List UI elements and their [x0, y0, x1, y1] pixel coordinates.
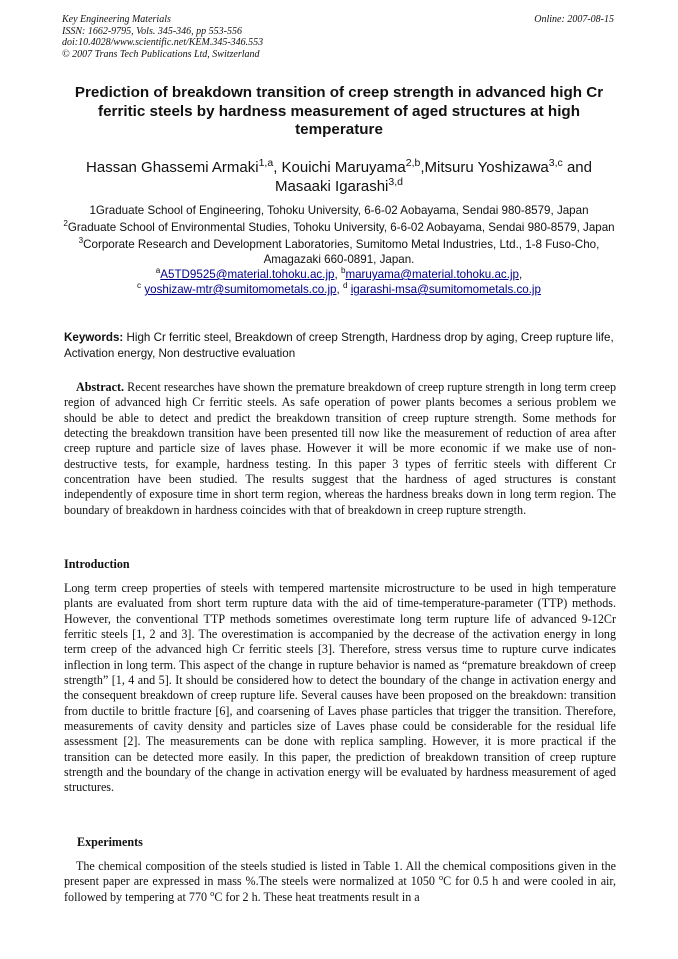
email-link-b[interactable]: maruyama@material.tohoku.ac.jp	[345, 268, 519, 281]
email-line-1: $^a$A5TD9525@material.tohoku.ac.jp, $^b$maruyama@material.tohoku.ac.jp,	[155, 266, 523, 281]
paper-title: Prediction of breakdown transition of creep strength in advanced high Cr ferritic steels by hardness measurement of aged structures at high temperature	[74, 84, 604, 138]
affiliation-superscript: 2	[63, 219, 68, 229]
issn-line: ISSN: 1662-9795, Vols. 345-346, pp 553-556	[62, 25, 242, 37]
author-superscript: 3,d	[388, 176, 403, 188]
email-link-a[interactable]: A5TD9525@material.tohoku.ac.jp	[160, 268, 335, 281]
experiments-text	[64, 859, 616, 905]
abstract-text: Recent researches have shown the premature breakdown of creep rupture strength in long term creep region of advanced high Cr ferritic steels. As safe operation of power plants becomes a serious problem we should be able to detect and predict the breakdown transition of creep rupture strength. Some methods for detecting the breakdown transition have been presented till now like the measurement of reduction of area after creep rupture and particle size of laves phase. However it will be more economic if we make use of non-destructive tests, for example, hardness testing. In this paper 3 types of ferritic steels with different Cr concentration have been studied. The results suggest that the hardness of aged structures is constant independently of exposure time in short term region, whereas the hardness breaks down in long term region. The boundary of breakdown in hardness coincides with that of breakdown in creep rupture strength.	[64, 380, 617, 517]
affiliation-text: Corporate Research and Development Laboratories, Sumitomo Metal Industries, Ltd., 1-8 Fuso-Cho, Amagazaki 660-0891, Japan.	[83, 238, 600, 266]
journal-name: Key Engineering Materials	[62, 14, 171, 25]
affiliation-text: Graduate School of Environmental Studies, Tohoku University, 6-6-02 Aobayama, Sendai 980-8579, Japan	[67, 221, 615, 234]
keywords-label: Keywords:	[64, 331, 124, 344]
degree-superscript: o	[438, 872, 444, 883]
author-superscript: 1,a	[258, 157, 274, 169]
introduction-heading: Introduction	[64, 557, 130, 571]
author-name: Masaaki Igarashi	[275, 178, 389, 195]
affiliation-superscript: 3	[78, 236, 84, 246]
experiments-text-part: The chemical composition of the steels studied is listed in Table 1. All the chemical compositions given in the present paper are expressed in mass %.The steels were normalized at 1050	[64, 859, 616, 889]
email-superscript: b	[340, 266, 346, 276]
online-date: Online: 2007-08-15	[534, 14, 614, 25]
email-link-d[interactable]: igarashi-msa@sumitomometals.co.jp	[350, 283, 541, 296]
experiments-text-part: C for 2 h. These heat treatments result in a	[214, 889, 420, 904]
affiliation-1: 1Graduate School of Engineering, Tohoku University, 6-6-02 Aobayama, Sendai 980-8579, Japan	[89, 204, 589, 217]
experiments-text-part: C for 0.5 h and were cooled in air, followed by tempering at 770	[64, 874, 616, 904]
affiliations	[62, 203, 616, 297]
email-line-2: $^c$ yoshizaw-mtr@sumitomometals.co.jp, $^d$ igarashi-msa@sumitomometals.co.jp	[137, 281, 541, 296]
author-conjunction: and	[562, 159, 592, 176]
affiliation-3	[62, 237, 616, 267]
keywords-text: High Cr ferritic steel, Breakdown of creep Strength, Hardness drop by aging, Creep rupture life, Activation energy, Non destructive evaluation	[64, 331, 614, 360]
keywords-block	[64, 330, 616, 361]
experiments-heading: Experiments	[77, 835, 143, 849]
journal-header	[62, 14, 263, 60]
author-name: , Kouichi Maruyama	[273, 159, 406, 176]
copyright-line: © 2007 Trans Tech Publications Ltd, Switzerland	[62, 48, 260, 60]
abstract-label: Abstract.	[76, 380, 125, 394]
abstract-block	[64, 380, 616, 518]
author-name: ,Mitsuru Yoshizawa	[420, 159, 549, 176]
email-superscript: a	[155, 266, 161, 276]
email-link-c[interactable]: yoshizaw-mtr@sumitomometals.co.jp	[144, 283, 337, 296]
author-superscript: 2,b	[405, 157, 421, 169]
email-superscript: c	[137, 281, 142, 291]
email-superscript: d	[342, 281, 348, 291]
doi-line: doi:10.4028/www.scientific.net/KEM.345-346.553	[62, 37, 264, 48]
degree-superscript: o	[210, 887, 215, 898]
affiliation-2	[62, 220, 616, 235]
introduction-text: Long term creep properties of steels with tempered martensite microstructure to be used in high temperature plants are evaluated from short term rupture data with the aid of time-temperature-parameter (TTP) methods. However, the conventional TTP methods sometimes overestimate long term rupture life of advanced 9-12Cr ferritic steels [1, 2 and 3]. The overestimation is accompanied by the decrease of the activation energy in long term creep of the advanced high Cr ferritic steels [3]. Therefore, stress versus time to rupture curve indicates inflection in long term. This aspect of the change in rupture behavior is named as “premature breakdown of creep strength” [1, 4 and 5]. It should be considered how to detect the boundary of the change in activation energy and the consequent breakdown of creep rupture life. Several causes have been proposed on the breakdown: transition from ductile to brittle fracture [6], and coarsening of Laves phase particles that trigger the transition. Therefore, measurements of cavity density and particles size of Laves phase could be considerable for the residual life assessment [2]. The measurements can be done with replica sampling. However, it is more practical if the transition can be detected more easily. In this paper, the prediction of breakdown transition of creep rupture strength and the boundary of the change in activation energy will be evaluated by hardness measurement of aged structures.	[64, 581, 616, 795]
author-name: Hassan Ghassemi Armaki	[86, 159, 259, 176]
author-list	[62, 158, 616, 196]
author-superscript: 3,c	[548, 157, 563, 169]
